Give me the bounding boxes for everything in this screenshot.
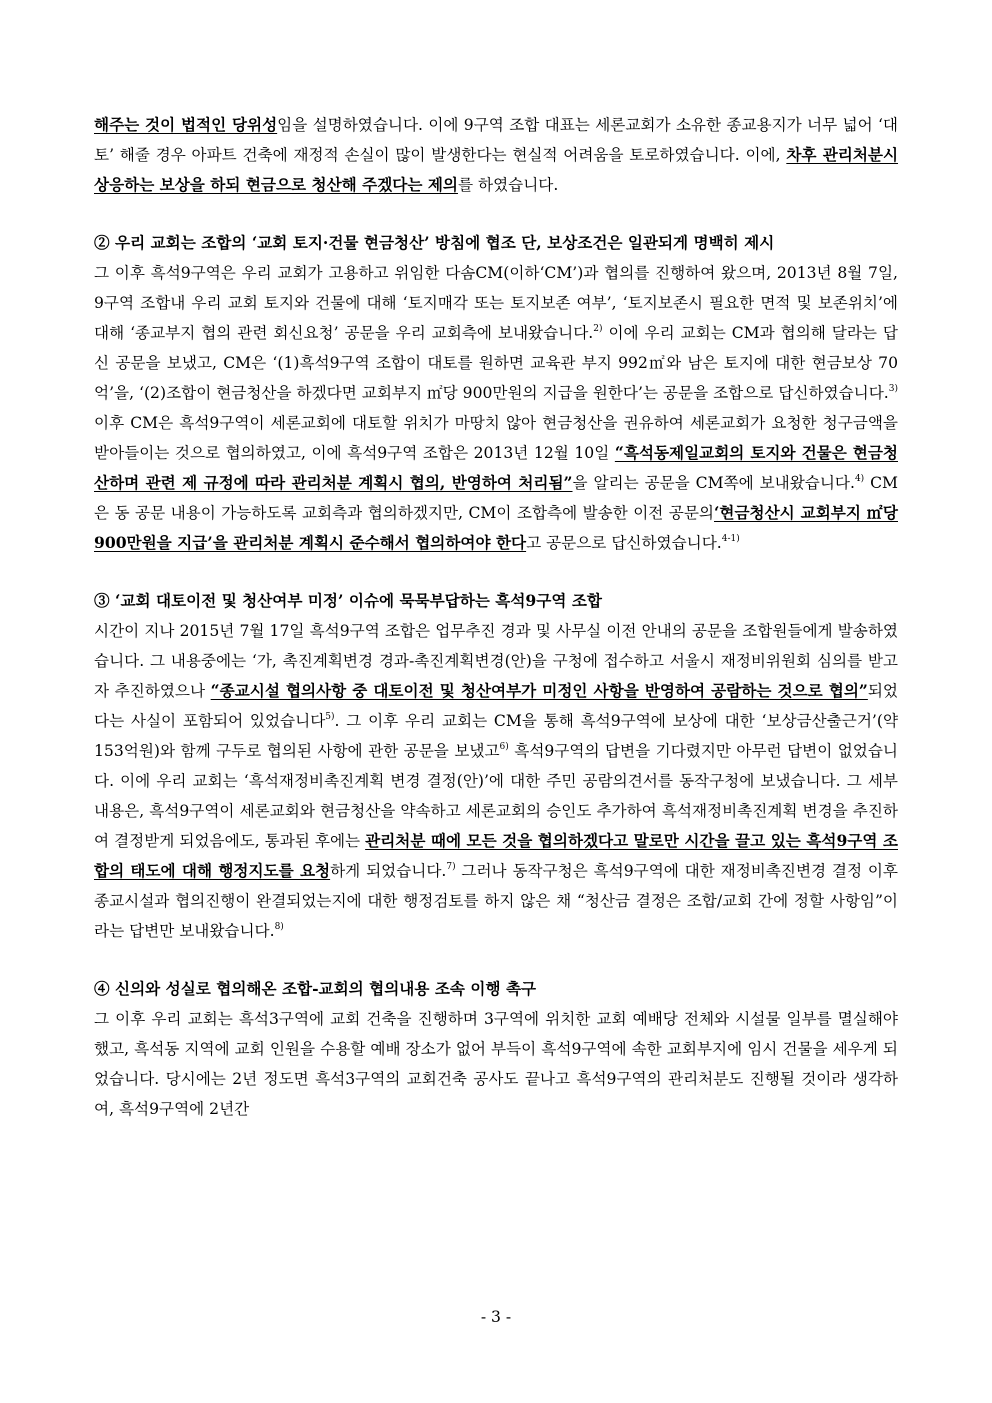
footnote-ref: 7) [446, 862, 456, 872]
section-spacer [94, 200, 898, 228]
emphasis-text: 차후 관리처분시 상응하는 보상을 하되 현금으로 청산해 주겠다는 제의 [94, 145, 899, 194]
body-text: CM은 동 공문 내용이 가능하도록 교회측과 협의하겠지만, CM이 조합측에 발송한 이전 공문의 [94, 474, 899, 522]
section-4-paragraph [94, 1004, 898, 1124]
section-heading-3: ③ ‘교회 대토이전 및 청산여부 미정’ 이슈에 묵묵부답하는 흑석9구역 조합 [94, 591, 602, 610]
emphasis-text: ‘현금청산시 교회부지 ㎡당 900만원을 지급’을 관리처분 계획시 준수해서 협의하여야 한다 [94, 503, 898, 552]
emphasis-text: “흑석동제일교회의 토지와 건물은 현금청산하며 관련 제 규정에 따라 관리처분 계획시 협의, 반영하여 처리됨” [94, 443, 898, 492]
page-number: - 3 - [480, 1308, 512, 1326]
intro-paragraph [94, 110, 898, 200]
section-heading-2: ② 우리 교회는 조합의 ‘교회 토지·건물 현금청산’ 방침에 협조 단, 보상조건은 일관되게 명백히 제시 [94, 233, 775, 252]
footnote-ref: 3) [888, 384, 898, 394]
body-text: 흑석9구역의 답변을 기다렸지만 아무런 답변이 없었습니다. 이에 우리 교회는 ‘흑석재정비촉진계획 변경 결정(안)’에 대한 주민 공람의견서를 동작구청에 보냈습니다. 그 세부내용은, 흑석9구역이 세론교회와 현금청산을 약속하고 세론교회의 승인도 추가하여 흑석재정비촉진계획 변경을 추진하여 결정받게 되었음에도, 통과된 후에는 [94, 742, 899, 850]
section-spacer [94, 558, 898, 586]
body-text: . 그 이후 우리 교회는 CM을 통해 흑석9구역에 보상에 대한 ‘보상금산출근거’(약153억원)와 함께 구두로 협의된 사항에 관한 공문을 보냈고 [94, 712, 899, 760]
body-text: 그 이후 우리 교회는 흑석3구역에 교회 건축을 진행하며 3구역에 위치한 교회 예배당 전체와 시설물 일부를 멸실해야 했고, 흑석동 지역에 교회 인원을 수용할 예배 장소가 없어 부득이 흑석9구역에 속한 교회부지에 임시 건물을 세우게 되었습니다. 당시에는 2년 정도면 흑석3구역의 교회건축 공사도 끝나고 흑석9구역의 관리처분도 진행될 것이라 생각하여, 흑석9구역에 2년간 [94, 1010, 898, 1118]
body-text: 을 알리는 공문을 CM쪽에 보내왔습니다. [572, 474, 855, 492]
footnote-ref: 8) [274, 922, 284, 932]
body-text: 고 공문으로 답신하였습니다. [526, 534, 722, 552]
body-text: 되었다는 사실이 포함되어 있었습니다 [94, 682, 898, 730]
emphasis-text: 해주는 것이 법적인 당위성 [94, 115, 278, 134]
footnote-ref: 5) [325, 712, 335, 722]
footnote-ref: 4-1) [721, 534, 740, 544]
body-text: 시간이 지나 2015년 7월 17일 흑석9구역 조합은 업무추진 경과 및 사무실 이전 안내의 공문을 조합원들에게 발송하였습니다. 그 내용중에는 ‘가, 촉진계획변경 경과-촉진계획변경(안)을 구청에 접수하고 서울시 재정비위원회 심의를 받고자 추진하였으나 [94, 622, 898, 700]
footnote-ref: 2) [593, 324, 603, 334]
section-3-paragraph [94, 616, 898, 946]
emphasis-text: 관리처분 때에 모든 것을 협의하겠다고 말로만 시간을 끌고 있는 흑석9구역 조합의 태도에 대해 행정지도를 요청 [94, 831, 898, 880]
section-spacer [94, 946, 898, 974]
body-text: 그러나 동작구청은 흑석9구역에 대한 재정비촉진변경 결정 이후 종교시설과 협의진행이 완결되었는지에 대한 행정검토를 하지 않은 채 “청산금 결정은 조합/교회 간에 정할 사항임”이라는 답변만 보내왔습니다. [94, 862, 898, 940]
body-text: 하게 되었습니다. [330, 862, 447, 880]
document-page [94, 110, 898, 1124]
section-2-paragraph [94, 258, 898, 558]
body-text: 이후 CM은 흑석9구역이 세론교회에 대토할 위치가 마땅치 않아 현금청산을 권유하여 세론교회가 요청한 청구금액을 받아들이는 것으로 협의하였고, 이에 흑석9구역 조합은 2013년 12월 10일 [94, 414, 898, 462]
body-text: 임을 설명하였습니다. 이에 9구역 조합 대표는 세론교회가 소유한 종교용지가 너무 넓어 ‘대토’ 해줄 경우 아파트 건축에 재정적 손실이 많이 발생한다는 현실적 어려움을 토로하였습니다. 이에, [94, 116, 898, 164]
section-heading-4: ④ 신의와 성실로 협의해온 조합-교회의 협의내용 조속 이행 촉구 [94, 979, 537, 998]
emphasis-text: “종교시설 협의사항 중 대토이전 및 청산여부가 미정인 사항을 반영하여 공람하는 것으로 협의” [210, 681, 868, 700]
body-text: 이에 우리 교회는 CM과 협의해 달라는 답신 공문을 보냈고, CM은 ‘(1)흑석9구역 조합이 대토를 원하면 교육관 부지 992㎡와 남은 토지에 대한 현금보상 70억’을, ‘(2)조합이 현금청산을 하겠다면 교회부지 ㎡당 900만원의 지급을 원한다’는 공문을 조합으로 답신하였습니다. [94, 324, 898, 402]
footnote-ref: 6) [499, 742, 509, 752]
body-text: 를 하였습니다. [457, 176, 559, 194]
body-text: 그 이후 흑석9구역은 우리 교회가 고용하고 위임한 다솜CM(이하‘CM’)과 협의를 진행하여 왔으며, 2013년 8월 7일, 9구역 조합내 우리 교회 토지와 건물에 대해 ‘토지매각 또는 토지보존 여부’, ‘토지보존시 필요한 면적 및 보존위치’에 대해 ‘종교부지 협의 관련 회신요청’ 공문을 우리 교회측에 보내왔습니다. [94, 264, 898, 342]
footnote-ref: 4) [854, 474, 865, 484]
